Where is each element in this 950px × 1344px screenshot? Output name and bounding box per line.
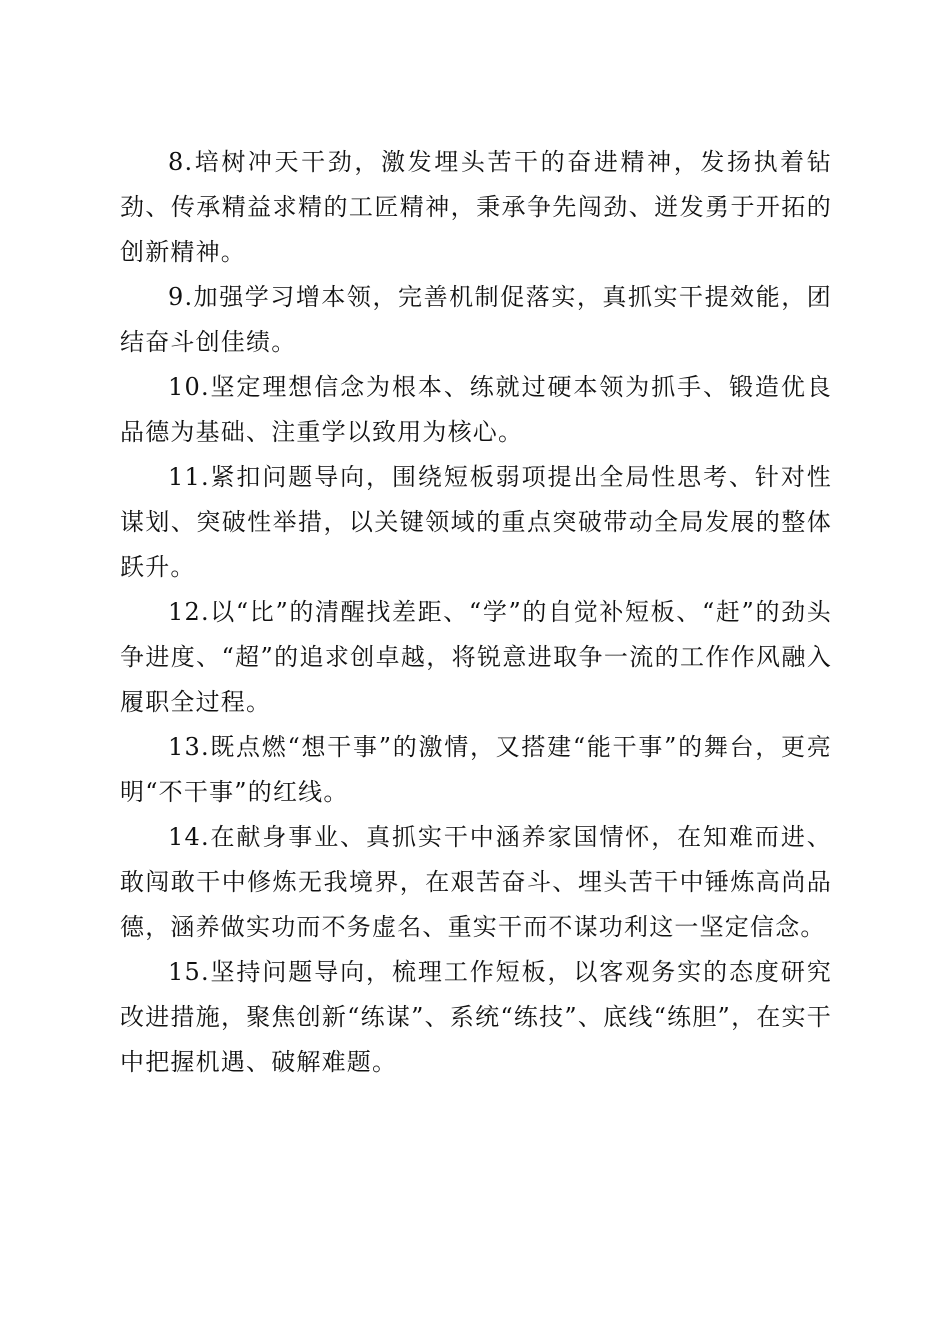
- paragraph-12: 12.以“比”的清醒找差距、“学”的自觉补短板、“赶”的劲头争进度、“超”的追求创卓越，将锐意进取争一流的工作作风融入履职全过程。: [120, 598, 832, 716]
- paragraph-10: 10.坚定理想信念为根本、练就过硬本领为抓手、锻造优良品德为基础、注重学以致用为核心。: [120, 373, 832, 446]
- paragraph-13: 13.既点燃“想干事”的激情，又搭建“能干事”的舞台，更亮明“不干事”的红线。: [120, 733, 832, 806]
- paragraph-11: 11.紧扣问题导向，围绕短板弱项提出全局性思考、针对性谋划、突破性举措，以关键领域的重点突破带动全局发展的整体跃升。: [120, 463, 832, 581]
- document-body: [120, 140, 832, 1085]
- paragraph-9: 9.加强学习增本领，完善机制促落实，真抓实干提效能，团结奋斗创佳绩。: [120, 283, 832, 356]
- paragraph-8: 8.培树冲天干劲，激发埋头苦干的奋进精神，发扬执着钻劲、传承精益求精的工匠精神，秉承争先闯劲、迸发勇于开拓的创新精神。: [120, 148, 832, 266]
- paragraph-14: 14.在献身事业、真抓实干中涵养家国情怀，在知难而进、敢闯敢干中修炼无我境界，在艰苦奋斗、埋头苦干中锤炼高尚品德，涵养做实功而不务虚名、重实干而不谋功利这一坚定信念。: [120, 823, 832, 941]
- paragraph-15: 15.坚持问题导向，梳理工作短板，以客观务实的态度研究改进措施，聚焦创新“练谋”、系统“练技”、底线“练胆”，在实干中把握机遇、破解难题。: [120, 958, 832, 1076]
